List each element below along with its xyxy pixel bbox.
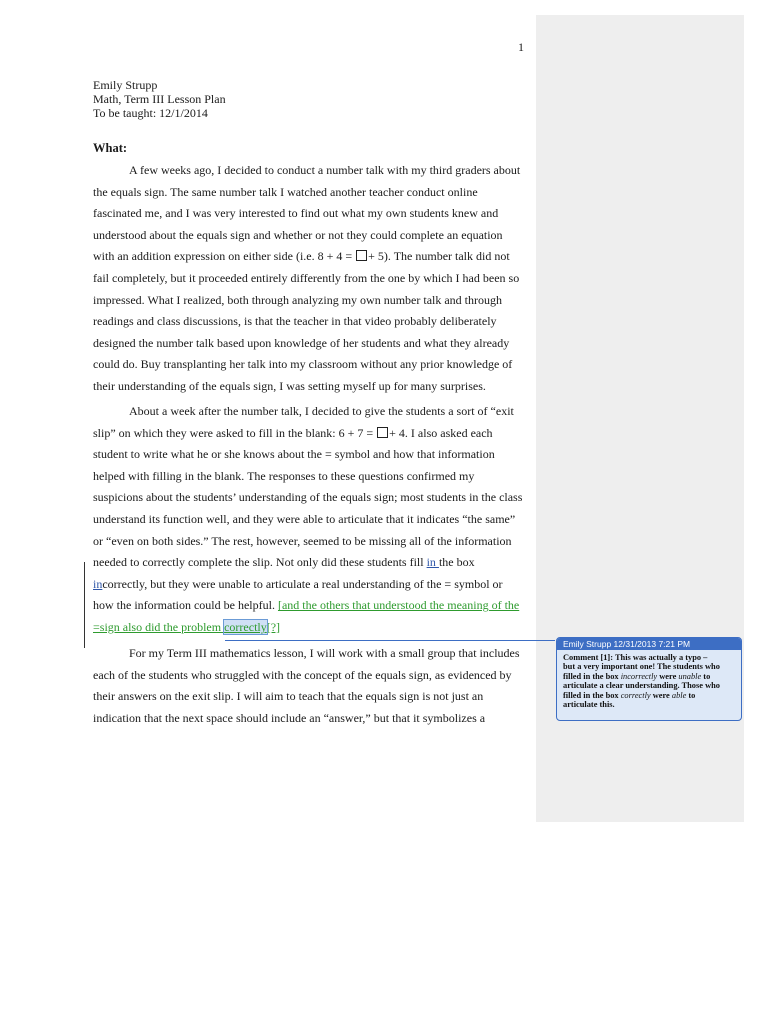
text-line: fail completely, but it proceeded entirely differently from the one by which I had been so	[93, 270, 520, 285]
page-number: 1	[518, 40, 524, 54]
text-line	[93, 574, 523, 596]
tracked-insertion[interactable]: in	[426, 555, 439, 570]
text-segment: the box	[438, 555, 475, 570]
text-line: student to write what he or she knows about the = symbol and how that information	[93, 447, 495, 462]
section-heading: What:	[93, 141, 128, 155]
text-line	[93, 617, 523, 639]
text-line: could do. Buy transplanting her talk into my classroom without any prior knowledge of	[93, 357, 513, 372]
paragraph-3[interactable]	[93, 643, 523, 729]
paragraph-2[interactable]	[93, 401, 523, 639]
text-line	[93, 595, 523, 617]
text-segment: needed to correctly complete the slip. Not only did these students fill	[93, 555, 427, 570]
text-line: For my Term III mathematics lesson, I will work with a small group that includes	[129, 646, 520, 660]
text-line: helped with filling in the blank. The responses to these questions confirmed my	[93, 468, 475, 483]
comment-text-segment: articulate this.	[563, 700, 615, 710]
text-segment: + 4. I also asked each	[389, 425, 493, 440]
author-name: Emily Strupp	[93, 78, 158, 92]
text-line: indication that the next space should include an “answer,” but that it symbolizes a	[93, 710, 486, 725]
text-line	[93, 552, 523, 574]
comment-italic-text: incorrectly	[620, 671, 658, 681]
text-line: or “even on both sides.” The rest, however, seemed to be missing all of the information	[93, 533, 512, 548]
tracked-green-insertion[interactable]: [and the others that understood the meaning of the	[277, 598, 520, 613]
text-segment: + 5). The number talk did not	[368, 249, 510, 264]
text-segment: how the information could be helpful.	[93, 598, 278, 613]
comment-italic-text: able	[671, 690, 687, 700]
comment-text-segment: This was actually a typo –	[614, 653, 708, 662]
comment-header: Emily Strupp 12/31/2013 7:21 PM	[557, 638, 741, 650]
text-line: About a week after the number talk, I decided to give the students a sort of “exit	[129, 404, 514, 418]
comment-text-segment: to	[686, 690, 696, 700]
text-line: fascinated me, and I was very interested to find out what my own students knew and	[93, 206, 499, 221]
text-line: understood about the equals sign and whether or not they could complete an equation	[93, 227, 503, 242]
comment-label: Comment	[563, 653, 599, 662]
comment-connector-line	[225, 640, 555, 641]
text-line	[93, 423, 523, 445]
document-header	[93, 78, 226, 120]
tracked-green-insertion[interactable]: [?]	[266, 619, 281, 634]
comment-anchor-selection[interactable]: correctly	[224, 619, 267, 634]
text-line: A few weeks ago, I decided to conduct a number talk with my third graders about	[129, 163, 521, 177]
text-line: the equals sign. The same number talk I watched another teacher conduct online	[93, 184, 478, 199]
text-line: their understanding of the equals sign, I was setting myself up for many surprises.	[93, 378, 486, 393]
text-segment: correctly, but they were unable to articulate a real understanding of the = symbol or	[102, 576, 503, 591]
text-line: suspicions about the students’ understanding of the equals sign; most students in the class	[93, 490, 523, 505]
text-line: each of the students who struggled with the concept of the equals sign, as evidenced by	[93, 667, 512, 682]
comment-text-segment: were	[650, 690, 672, 700]
blank-box-symbol	[356, 250, 367, 261]
text-line: understand its function well, and they were able to articulate that it indicates “the same”	[93, 511, 516, 526]
comment-text-segment: filled in the box	[563, 690, 621, 700]
comment-body[interactable]	[557, 650, 741, 709]
text-line: readings and class discussions, is that the teacher in that video probably deliberately	[93, 314, 497, 329]
comment-text-segment: articulate a clear understanding. Those who	[563, 681, 720, 691]
paragraph-1[interactable]	[93, 160, 523, 398]
text-segment: with an addition expression on either side (i.e. 8 + 4 =	[93, 249, 356, 264]
comment-ref: [1]:	[600, 653, 614, 662]
course-title: Math, Term III Lesson Plan	[93, 92, 226, 106]
comment-text-segment: to	[701, 671, 711, 681]
text-segment: slip” on which they were asked to fill in the blank: 6 + 7 =	[93, 425, 377, 440]
comment-balloon[interactable]	[556, 637, 742, 721]
change-bar-marker	[84, 562, 85, 648]
comment-text-segment: but a very important one! The students who	[563, 662, 720, 672]
text-line: impressed. What I realized, both through analyzing my own number talk and through	[93, 292, 503, 307]
tracked-green-insertion[interactable]: =sign also did the problem	[93, 619, 225, 634]
text-line: their answers on the exit slip. I will aim to teach that the equals sign is not just an	[93, 689, 484, 704]
comment-text-segment: filled in the box	[563, 671, 621, 681]
lesson-date: To be taught: 12/1/2014	[93, 106, 208, 120]
text-line	[93, 246, 523, 268]
comment-italic-text: correctly	[620, 690, 651, 700]
blank-box-symbol	[377, 427, 388, 438]
comment-italic-text: unable	[678, 671, 702, 681]
text-line: designed the number talk based upon knowledge of her students and what they already	[93, 335, 510, 350]
comment-text-segment: were	[657, 671, 679, 681]
tracked-insertion[interactable]: in	[93, 576, 103, 591]
